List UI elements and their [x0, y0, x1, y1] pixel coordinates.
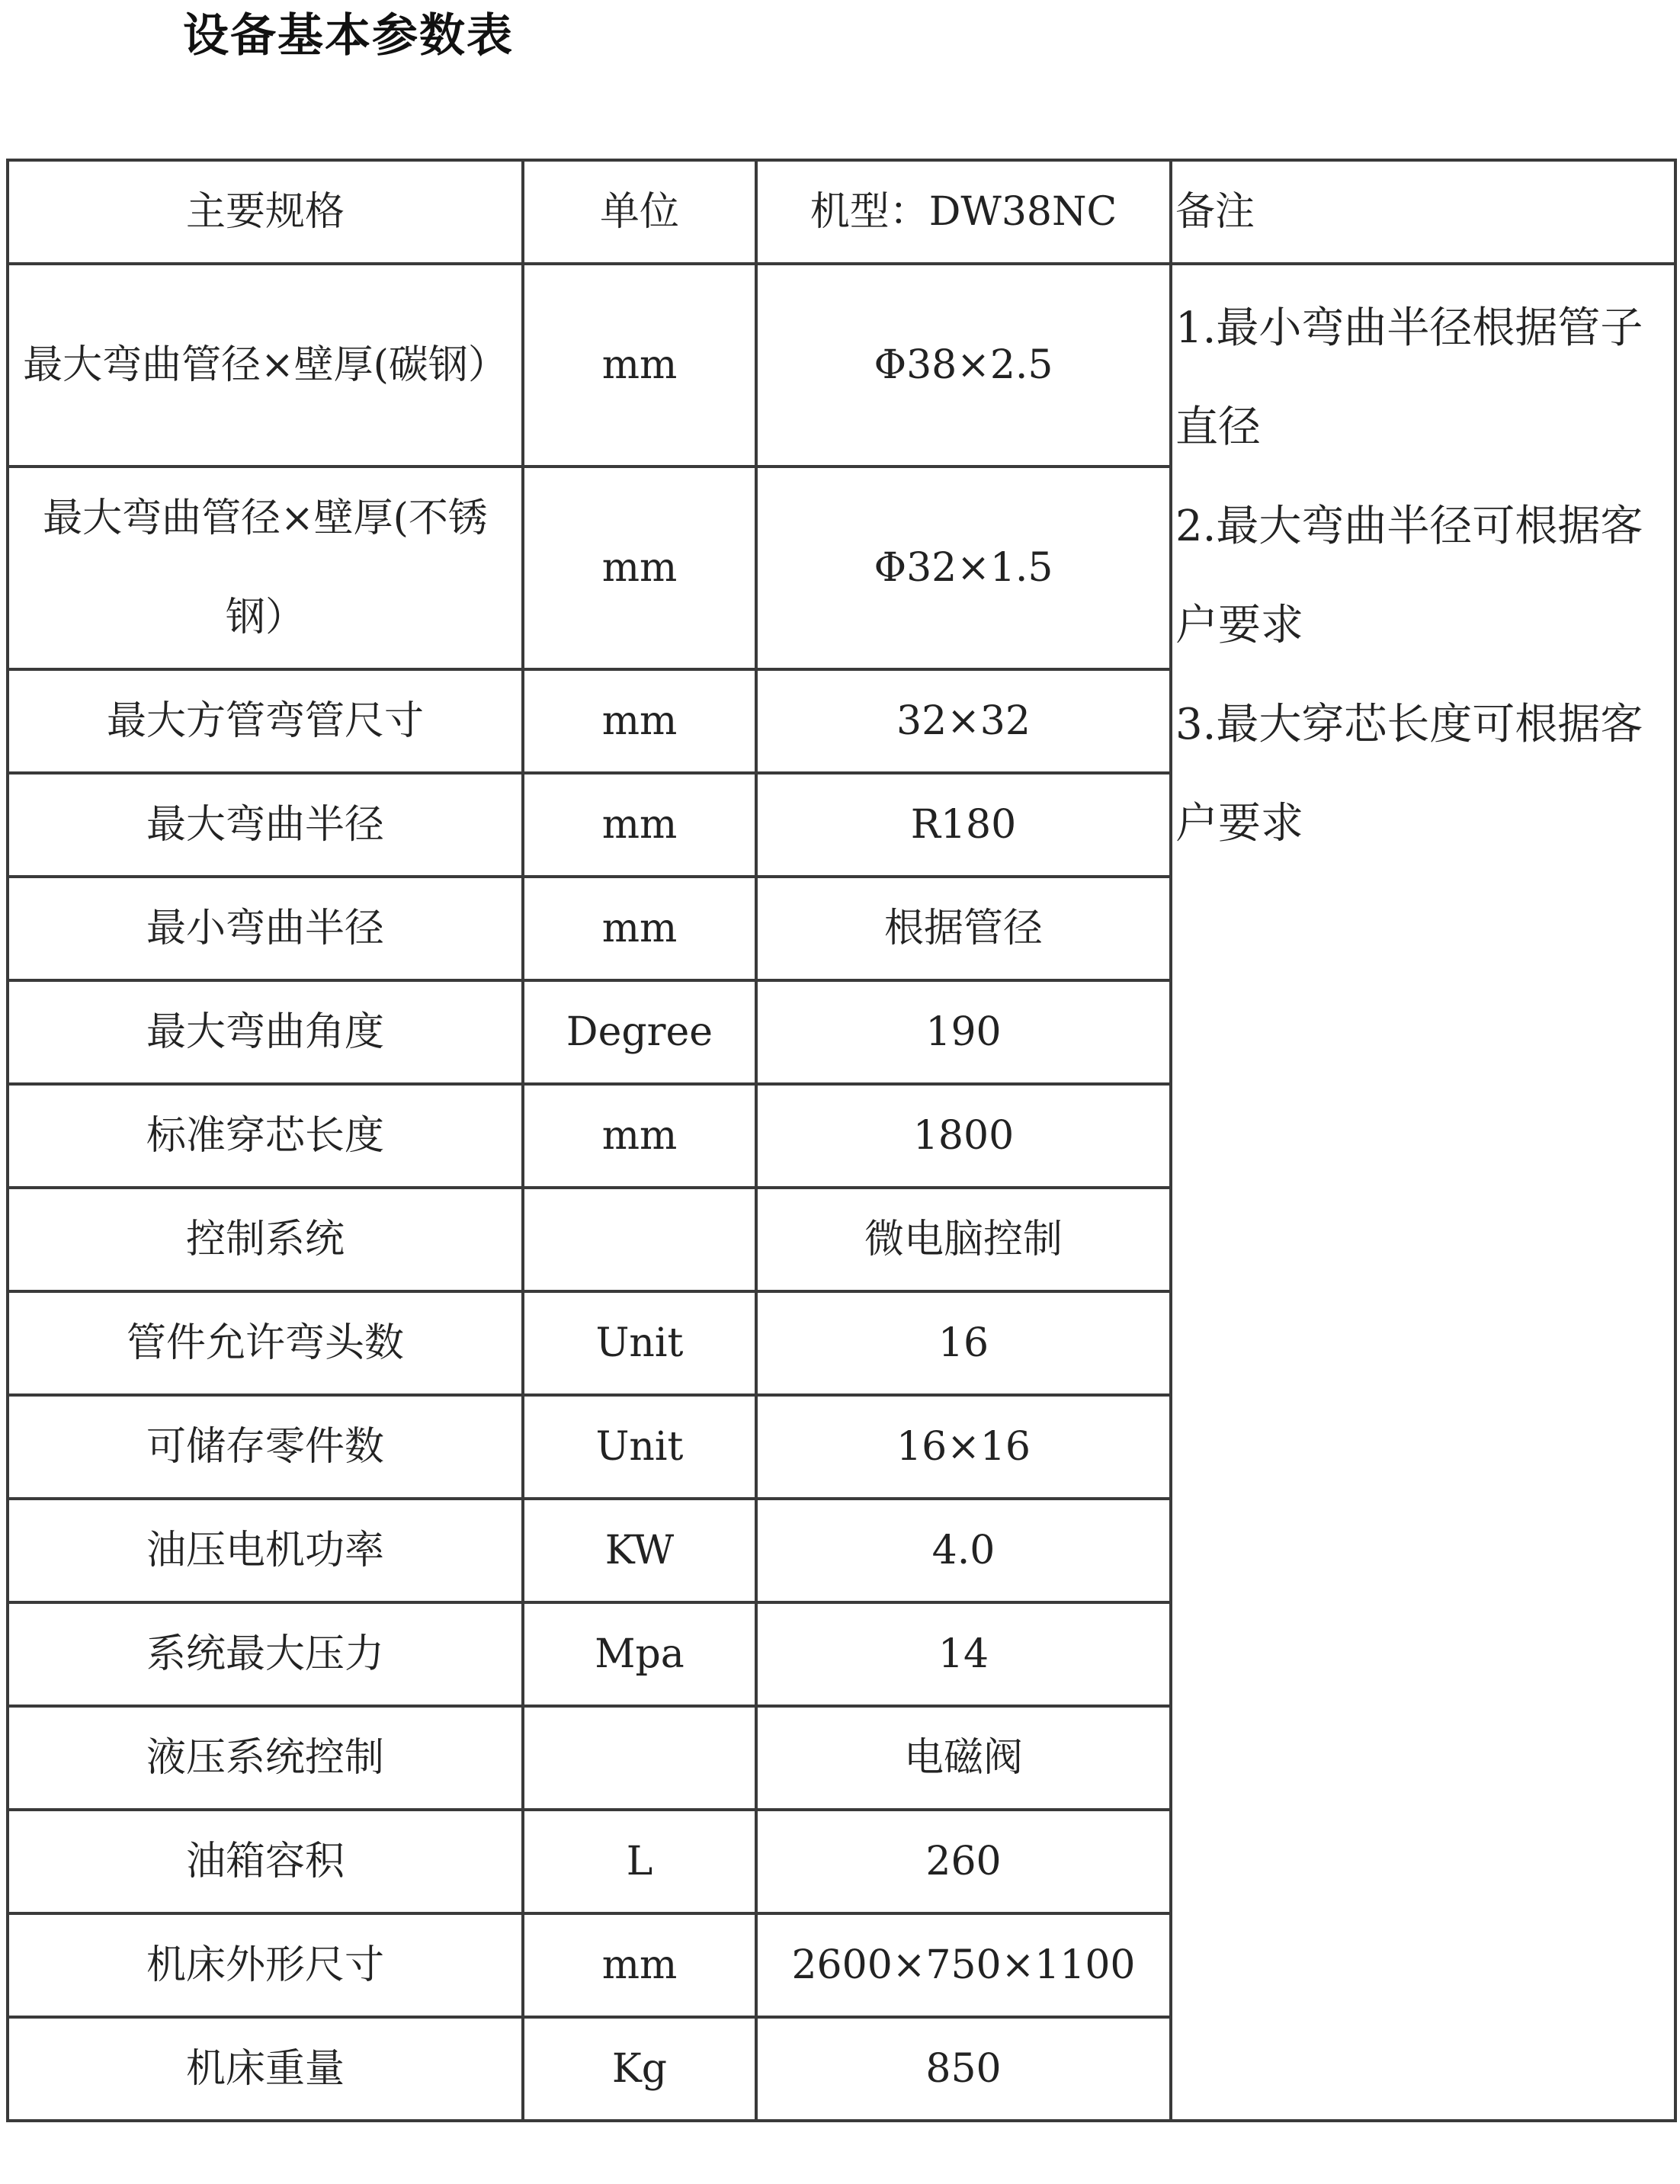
cell-unit: Unit [523, 1395, 756, 1499]
remark-cell [1171, 264, 1675, 2121]
cell-value: 16 [756, 1291, 1171, 1395]
cell-spec: 最大弯曲角度 [8, 980, 523, 1084]
cell-value: Φ32×1.5 [756, 467, 1171, 669]
cell-spec: 最大方管弯管尺寸 [8, 669, 523, 773]
cell-value: 190 [756, 980, 1171, 1084]
remark-line: 户要求 [1175, 799, 1303, 848]
cell-value: R180 [756, 773, 1171, 877]
cell-value: 2600×750×1100 [756, 1913, 1171, 2017]
cell-spec: 管件允许弯头数 [8, 1291, 523, 1395]
cell-unit: Kg [523, 2017, 756, 2121]
cell-spec: 最大弯曲管径×壁厚(不锈钢） [8, 467, 523, 669]
cell-unit: mm [523, 264, 756, 467]
cell-unit: mm [523, 669, 756, 773]
cell-unit: L [523, 1810, 756, 1913]
table-row [8, 264, 1675, 467]
cell-spec: 油压电机功率 [8, 1499, 523, 1602]
cell-spec: 机床外形尺寸 [8, 1913, 523, 2017]
remark-line: 2.最大弯曲半径可根据客 [1175, 502, 1643, 551]
cell-value: 微电脑控制 [756, 1188, 1171, 1291]
cell-value: 260 [756, 1810, 1171, 1913]
cell-spec: 系统最大压力 [8, 1602, 523, 1706]
cell-value: 根据管径 [756, 877, 1171, 980]
cell-value: 16×16 [756, 1395, 1171, 1499]
cell-spec: 最小弯曲半径 [8, 877, 523, 980]
remark-line: 户要求 [1175, 601, 1303, 650]
cell-unit: Degree [523, 980, 756, 1084]
cell-unit: mm [523, 1913, 756, 2017]
cell-value: Φ38×2.5 [756, 264, 1171, 467]
cell-value: 850 [756, 2017, 1171, 2121]
cell-spec: 机床重量 [8, 2017, 523, 2121]
cell-unit: mm [523, 467, 756, 669]
header-spec: 主要规格 [8, 160, 523, 264]
header-unit: 单位 [523, 160, 756, 264]
cell-unit: mm [523, 773, 756, 877]
cell-spec: 标准穿芯长度 [8, 1084, 523, 1188]
remark-line: 1.最小弯曲半径根据管子 [1175, 303, 1643, 353]
header-model: 机型：DW38NC [756, 160, 1171, 264]
cell-spec: 控制系统 [8, 1188, 523, 1291]
cell-value: 32×32 [756, 669, 1171, 773]
cell-value: 4.0 [756, 1499, 1171, 1602]
cell-unit [523, 1188, 756, 1291]
remark-line: 直径 [1175, 402, 1261, 452]
cell-value: 电磁阀 [756, 1706, 1171, 1810]
cell-unit: KW [523, 1499, 756, 1602]
cell-unit [523, 1706, 756, 1810]
cell-spec: 液压系统控制 [8, 1706, 523, 1810]
page-title: 设备基本参数表 [183, 9, 514, 63]
spec-table [6, 159, 1677, 2122]
cell-unit: Unit [523, 1291, 756, 1395]
cell-value: 1800 [756, 1084, 1171, 1188]
cell-unit: mm [523, 1084, 756, 1188]
cell-unit: Mpa [523, 1602, 756, 1706]
cell-value: 14 [756, 1602, 1171, 1706]
cell-spec: 最大弯曲管径×壁厚(碳钢） [8, 264, 523, 467]
cell-unit: mm [523, 877, 756, 980]
cell-spec: 最大弯曲半径 [8, 773, 523, 877]
remark-line: 3.最大穿芯长度可根据客 [1175, 700, 1643, 749]
table-header-row [8, 160, 1675, 264]
cell-spec: 可储存零件数 [8, 1395, 523, 1499]
header-remark: 备注 [1171, 160, 1675, 264]
cell-spec: 油箱容积 [8, 1810, 523, 1913]
